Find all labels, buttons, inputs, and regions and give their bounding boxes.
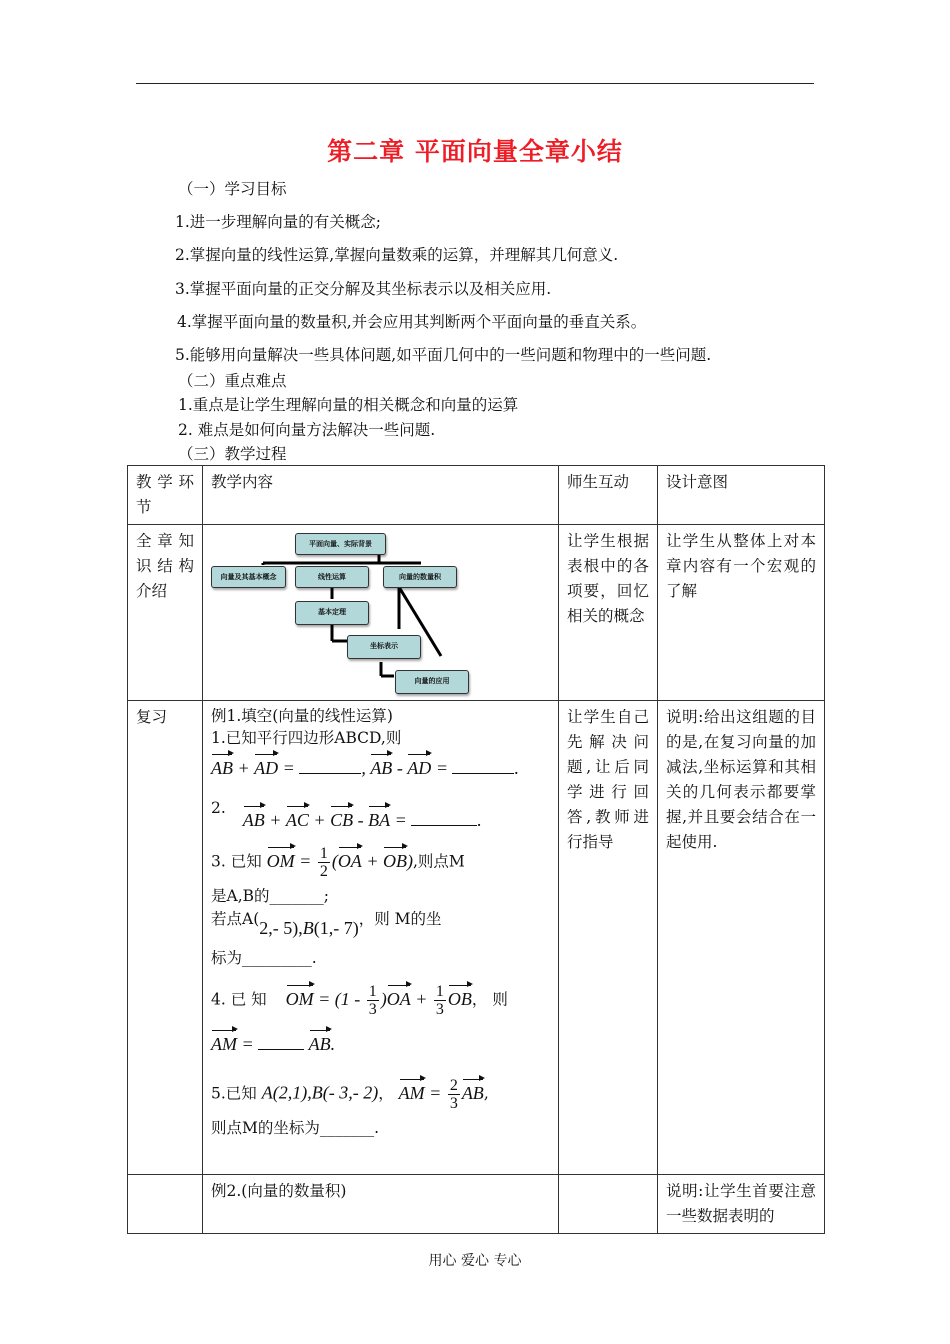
q4-prefix: 4. 已 知 <box>211 990 267 1009</box>
q1-math: AB + AD = , AB - AD = . <box>211 758 519 778</box>
q2-math: 2. AB + AC + CB - BA = . <box>211 799 482 830</box>
example2-intent: 说明:让学生首要注意一些数据表明的 <box>658 1175 825 1234</box>
q5-math: 5.已知 A(2,1),B(- 3,- 2)， AM = $\frac{2}{3}$ AB, <box>211 1077 489 1112</box>
keypoint-2: 2. 难点是如何向量方法解决一些问题. <box>178 421 436 439</box>
header-stage: 教学环节 <box>128 466 203 525</box>
stage-review: 复习 <box>128 701 203 1175</box>
q3-line4: 标为_________. <box>211 949 317 967</box>
section1-heading: （一）学习目标 <box>178 180 287 198</box>
page-footer: 用心 爱心 专心 <box>428 1253 522 1269</box>
objective-3: 3.掌握平面向量的正交分解及其坐标表示以及相关应用. <box>175 280 552 298</box>
q5-line2: 则点M的坐标为_______. <box>211 1119 380 1137</box>
objective-4: 4.掌握平面向量的数量积,并会应用其判断两个平面向量的垂直关系。 <box>177 313 647 331</box>
example1-title: 例1.填空(向量的线性运算) <box>211 707 393 725</box>
stage-structure: 全章知识结构介绍 <box>128 525 203 701</box>
node-linear: 线性运算 <box>295 566 369 588</box>
stage-empty <box>128 1175 203 1234</box>
q4-suffix: ， 则 <box>471 990 508 1009</box>
structure-interaction: 让学生根据表根中的各项要，回忆相关的概念 <box>559 525 658 701</box>
q4-math: 4. 已 知 OM = (1 - $\frac{1}{3}$ )OA + $\frac{1}{3}$ OB， 则 <box>211 983 508 1018</box>
example2-title: 例2.(向量的数量积) <box>203 1175 559 1234</box>
node-dot-product: 向量的数量积 <box>383 566 457 588</box>
q3-prefix: 3. 已知 <box>211 852 262 871</box>
node-concept: 向量及其基本概念 <box>211 566 286 588</box>
q2-number: 2. <box>211 799 226 817</box>
header-intent: 设计意图 <box>658 466 825 525</box>
header-rule <box>136 83 814 84</box>
node-application: 向量的应用 <box>395 670 469 694</box>
header-content: 教学内容 <box>203 466 559 525</box>
review-intent: 说明:给出这组题的目的是,在复习向量的加减法,坐标运算和其相关的几何表示都要掌握,并且要会结合在一起使用. <box>658 701 825 1175</box>
section3-heading: （三）教学过程 <box>178 445 287 463</box>
node-basic-theorem: 基本定理 <box>295 601 369 625</box>
page-title: 第二章 平面向量全章小结 <box>327 137 623 166</box>
review-content <box>203 701 559 1175</box>
review-interaction: 让学生自己先解决问题,让后同学进行回答,教师进行指导 <box>559 701 658 1175</box>
q3-math: 3. 已知 OM = $\frac{1}{2}$ (OA + OB),则点M <box>211 845 465 880</box>
chapter-structure-diagram <box>211 531 469 695</box>
example2-interaction <box>559 1175 658 1234</box>
keypoint-1: 1.重点是让学生理解向量的相关概念和向量的运算 <box>178 396 519 414</box>
header-interaction: 师生互动 <box>559 466 658 525</box>
q3-suffix: ,则点M <box>412 852 465 871</box>
q3-line2: 是A,B的_______; <box>211 887 329 905</box>
objective-5: 5.能够用向量解决一些具体问题,如平面几何中的一些问题和物理中的一些问题. <box>175 346 712 364</box>
q1-text: 1.已知平行四边形ABCD,则 <box>211 729 402 747</box>
structure-diagram-cell <box>203 525 559 701</box>
q3-line3-prefix: 若点A( <box>211 910 260 928</box>
objective-2: 2.掌握向量的线性运算,掌握向量数乘的运算，并理解其几何意义. <box>175 246 619 264</box>
node-root: 平面向量、实际背景 <box>295 533 386 555</box>
teaching-process-table <box>127 465 825 1234</box>
q5-prefix: 5.已知 <box>211 1084 257 1103</box>
structure-intent: 让学生从整体上对本章内容有一个宏观的了解 <box>658 525 825 701</box>
q3-line3-suffix: ，则 M的坐 <box>358 910 442 928</box>
q3-line3: 若点A(2,- 5),B(1,- 7)，则 M的坐 <box>211 910 442 938</box>
q4-line2: AM = AB. <box>211 1034 336 1054</box>
section2-heading: （二）重点难点 <box>178 372 287 390</box>
node-coordinate: 坐标表示 <box>347 635 421 659</box>
objective-1: 1.进一步理解向量的有关概念; <box>175 213 382 231</box>
